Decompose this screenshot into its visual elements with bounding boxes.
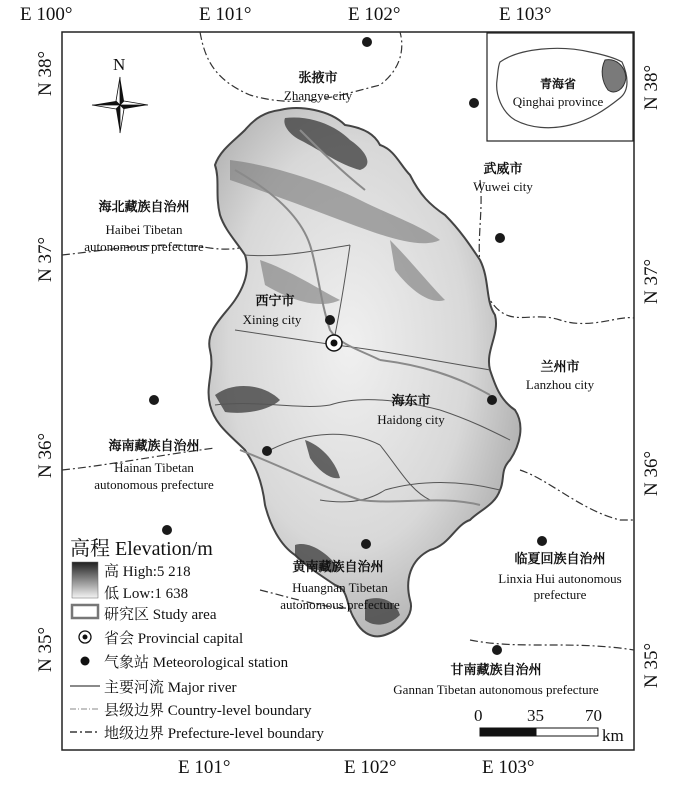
tick-bottom-e101: E 101°	[178, 757, 231, 778]
legend-capital: 省会 Provincial capital	[104, 631, 244, 647]
label-hainan-cn: 海南藏族自治州	[108, 439, 200, 454]
prefecture-boundary	[479, 180, 634, 323]
label-huangnan-en1: Huangnan Tibetan	[292, 580, 388, 595]
label-linxia-en2: prefecture	[533, 587, 587, 602]
north-label: N	[113, 55, 126, 74]
label-xining-cn: 西宁市	[255, 294, 295, 309]
legend-county: 县级边界 Country-level boundary	[104, 703, 312, 719]
legend-study-area: 研究区 Study area	[104, 607, 217, 623]
tick-right-n35: N 35°	[641, 642, 662, 688]
meteorological-station	[149, 395, 159, 405]
label-lanzhou-en: Lanzhou city	[525, 377, 595, 392]
meteorological-station	[362, 37, 372, 47]
scale-label-35: 35	[527, 706, 544, 725]
label-wuwei-en: Wuwei city	[473, 179, 533, 194]
label-haibei-en1: Haibei Tibetan	[105, 222, 183, 237]
meteorological-station	[495, 233, 505, 243]
north-arrow-icon	[92, 77, 148, 133]
label-haidong-en: Haidong city	[377, 412, 445, 427]
legend-station: 气象站 Meteorological station	[104, 655, 289, 671]
label-huangnan-cn: 黄南藏族自治州	[292, 560, 384, 575]
legend-high: 高 High:5 218	[104, 564, 191, 580]
label-haibei-en2: autonomous prefecture	[84, 239, 204, 254]
inset-label-cn: 青海省	[539, 77, 577, 91]
meteorological-station	[487, 395, 497, 405]
label-hainan-en2: autonomous prefecture	[94, 477, 214, 492]
tick-bottom-e103: E 103°	[482, 757, 535, 778]
meteorological-station	[492, 645, 502, 655]
tick-right-n36: N 36°	[641, 450, 662, 496]
label-linxia-cn: 临夏回族自治州	[514, 552, 606, 567]
label-haibei-cn: 海北藏族自治州	[98, 200, 190, 215]
meteorological-station	[325, 315, 335, 325]
tick-top-e100: E 100°	[20, 4, 73, 25]
legend-low: 低 Low:1 638	[104, 586, 189, 602]
tick-top-e102: E 102°	[348, 4, 401, 25]
inset-label-en: Qinghai province	[512, 94, 604, 109]
label-hainan-en1: Hainan Tibetan	[114, 460, 194, 475]
label-linxia-en1: Linxia Hui autonomous	[498, 571, 622, 586]
meteorological-station	[262, 446, 272, 456]
tick-right-n37: N 37°	[641, 258, 662, 304]
tick-top-e103: E 103°	[499, 4, 552, 25]
label-zhangye-en: Zhangye city	[283, 88, 353, 103]
label-xining-en: Xining city	[242, 312, 302, 327]
label-gannan-en: Gannan Tibetan autonomous prefecture	[393, 682, 599, 697]
meteorological-station	[537, 536, 547, 546]
label-zhangye-cn: 张掖市	[298, 71, 338, 86]
legend-title: 高程 Elevation/m	[70, 538, 213, 560]
prefecture-boundary	[520, 470, 634, 520]
tick-top-e101: E 101°	[199, 4, 252, 25]
provincial-capital-marker	[326, 335, 342, 351]
scale-label-70: 70	[585, 706, 602, 725]
label-huangnan-en2: autonomous prefecture	[280, 597, 400, 612]
scale-unit: km	[602, 726, 624, 745]
label-lanzhou-cn: 兰州市	[540, 360, 580, 375]
tick-bottom-e102: E 102°	[344, 757, 397, 778]
tick-right-n38: N 38°	[641, 64, 662, 110]
tick-left-n37: N 37°	[35, 236, 56, 282]
label-wuwei-cn: 武威市	[483, 162, 523, 177]
meteorological-station	[469, 98, 479, 108]
legend-river: 主要河流 Major river	[104, 680, 237, 696]
scale-bar	[480, 728, 598, 736]
tick-left-n35: N 35°	[35, 626, 56, 672]
tick-left-n36: N 36°	[35, 432, 56, 478]
tick-left-n38: N 38°	[35, 50, 56, 96]
legend-prefecture: 地级边界 Prefecture-level boundary	[104, 726, 324, 742]
label-gannan-cn: 甘南藏族自治州	[450, 663, 542, 678]
label-haidong-cn: 海东市	[391, 394, 431, 409]
scale-label-0: 0	[474, 706, 483, 725]
